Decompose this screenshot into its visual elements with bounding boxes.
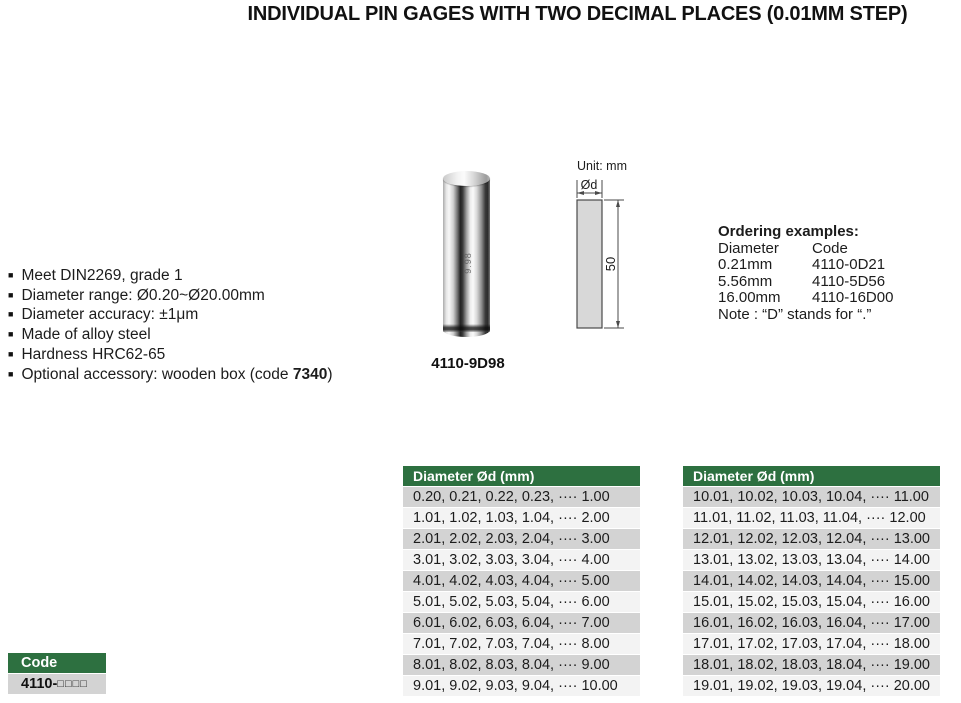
pin-top-face (443, 171, 490, 186)
table-body (403, 487, 640, 696)
diameter-table-left (403, 466, 640, 697)
page-title: INDIVIDUAL PIN GAGES WITH TWO DECIMAL PLACES (0.01MM STEP) (247, 3, 908, 25)
ordering-note: Note : “D” stands for “.” (718, 305, 872, 323)
code-prefix: 4110- (21, 676, 58, 692)
ordering-code: 4110-5D56 (812, 272, 886, 290)
ordering-diameter: 0.21mm (718, 256, 773, 274)
unit-label: Unit: mm (577, 159, 627, 173)
dimension-drawing (560, 172, 640, 337)
table-row: 7.01, 7.02, 7.03, 7.04, ···· 8.00 (403, 634, 640, 654)
feature-item (8, 326, 408, 346)
table-header: Diameter Ød (mm) (683, 466, 940, 486)
feature-item (8, 366, 408, 386)
ordering-diameter: 16.00mm (718, 289, 781, 307)
ordering-code: 4110-16D00 (812, 289, 894, 307)
table-row: 1.01, 1.02, 1.03, 1.04, ···· 2.00 (403, 508, 640, 528)
table-row: 17.01, 17.02, 17.03, 17.04, ···· 18.00 (683, 634, 940, 654)
diameter-table-right (683, 466, 940, 697)
feature-item (8, 306, 408, 326)
table-row: 19.01, 19.02, 19.03, 19.04, ···· 20.00 (683, 676, 940, 696)
code-header: Code (8, 653, 106, 673)
feature-text-suffix: ) (327, 365, 333, 383)
ordering-row (718, 290, 948, 307)
feature-item (8, 346, 408, 366)
gage-outline-rect (577, 200, 602, 328)
pin-gage-photo (443, 178, 490, 337)
order-code-block (8, 653, 106, 694)
ordering-header-row (718, 241, 948, 258)
bullet-square-icon: ■ (8, 270, 14, 280)
feature-text: Diameter range: Ø0.20~Ø20.00mm (21, 286, 265, 304)
pin-reflection-band (443, 324, 490, 332)
bullet-square-icon: ■ (8, 289, 14, 300)
bullet-square-icon: ■ (8, 368, 14, 379)
code-placeholder-boxes: □□□□ (57, 678, 88, 690)
table-row: 6.01, 6.02, 6.03, 6.04, ···· 7.00 (403, 613, 640, 633)
table-row: 3.01, 3.02, 3.03, 3.04, ···· 4.00 (403, 550, 640, 570)
accessory-code: 7340 (292, 365, 328, 383)
ordering-code: 4110-0D21 (812, 256, 886, 274)
table-row: 8.01, 8.02, 8.03, 8.04, ···· 9.00 (403, 655, 640, 675)
bullet-square-icon: ■ (8, 348, 14, 359)
table-row: 0.20, 0.21, 0.22, 0.23, ···· 1.00 (403, 487, 640, 507)
ordering-row (718, 257, 948, 274)
table-row: 13.01, 13.02, 13.03, 13.04, ···· 14.00 (683, 550, 940, 570)
table-row: 11.01, 11.02, 11.03, 11.04, ···· 12.00 (683, 508, 940, 528)
table-row: 4.01, 4.02, 4.03, 4.04, ···· 5.00 (403, 571, 640, 591)
bullet-square-icon: ■ (8, 309, 14, 320)
ordering-examples (718, 224, 948, 324)
table-row: 18.01, 18.02, 18.03, 18.04, ···· 19.00 (683, 655, 940, 675)
table-row: 15.01, 15.02, 15.03, 15.04, ···· 16.00 (683, 592, 940, 612)
pin-engraving-text: 9.98 (462, 252, 473, 274)
arrowhead-top (616, 200, 620, 207)
ordering-col-diameter: Diameter (718, 239, 779, 257)
length-dim-label: 50 (603, 256, 618, 272)
feature-list (8, 267, 408, 385)
table-row: 12.01, 12.02, 12.03, 12.04, ···· 13.00 (683, 529, 940, 549)
feature-text: Meet DIN2269, grade 1 (21, 267, 183, 284)
arrowhead-bottom (616, 321, 620, 328)
code-value (8, 674, 106, 694)
feature-text: Diameter accuracy: ±1μm (21, 306, 199, 324)
feature-text: Made of alloy steel (21, 326, 151, 344)
feature-text: Hardness HRC62-65 (21, 345, 166, 363)
ordering-row (718, 274, 948, 291)
ordering-diameter: 5.56mm (718, 272, 773, 290)
feature-text-prefix: Optional accessory: wooden box (code (21, 365, 293, 383)
table-row: 10.01, 10.02, 10.03, 10.04, ···· 11.00 (683, 487, 940, 507)
pin-model-label: 4110-9D98 (431, 355, 505, 372)
table-row: 9.01, 9.02, 9.03, 9.04, ···· 10.00 (403, 676, 640, 696)
feature-item (8, 267, 408, 287)
diameter-dim-label: Ød (580, 178, 598, 192)
feature-item (8, 287, 408, 307)
table-header: Diameter Ød (mm) (403, 466, 640, 486)
table-row: 16.01, 16.02, 16.03, 16.04, ···· 17.00 (683, 613, 940, 633)
table-body (683, 487, 940, 696)
ordering-col-code: Code (812, 239, 848, 257)
feature-text (21, 366, 332, 385)
table-row: 5.01, 5.02, 5.03, 5.04, ···· 6.00 (403, 592, 640, 612)
ordering-title: Ordering examples: (718, 223, 859, 240)
table-row: 14.01, 14.02, 14.03, 14.04, ···· 15.00 (683, 571, 940, 591)
table-row: 2.01, 2.02, 2.03, 2.04, ···· 3.00 (403, 529, 640, 549)
bullet-square-icon: ■ (8, 329, 14, 340)
